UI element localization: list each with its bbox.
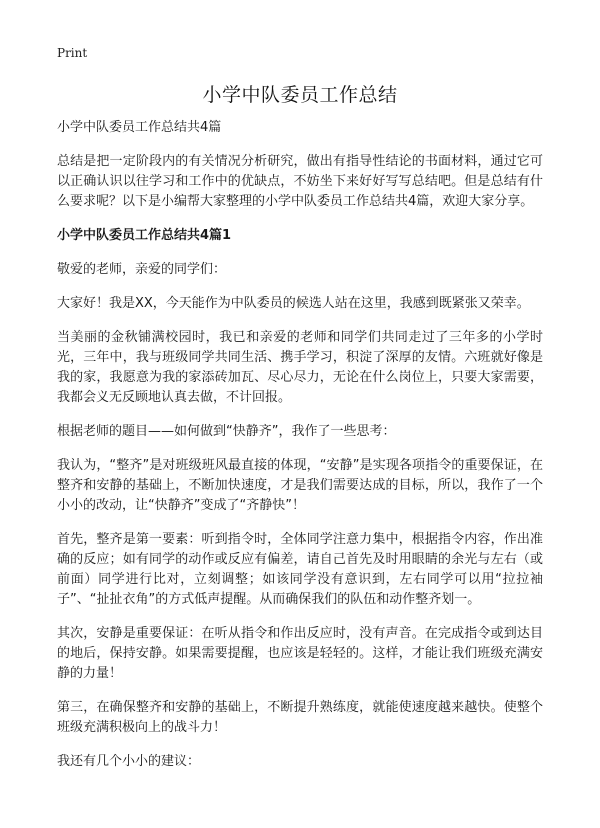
- body-paragraph: 其次，安静是重要保证：在听从指令和作出反应时，没有声音。在完成指令或到达目的地后，保持安静。如果需要提醒，也应该是轻轻的。这样，才能让我们班级充满安静的力量！: [57, 626, 543, 681]
- section-heading: 小学中队委员工作总结共4篇1: [57, 228, 232, 243]
- document-body: [57, 118, 543, 786]
- body-paragraph: 首先，整齐是第一要素：听到指令时，全体同学注意力集中，根据指令内容，作出准确的反应；如有同学的动作或反应有偏差，请自己首先及时用眼睛的余光与左右（或前面）同学进行比对，立刻调整；如该同学没有意识到，左右同学可以用“拉拉袖子”、“扯扯衣角”的方式低声提醒。从而确保我们的队伍和动作整齐划一。: [57, 532, 543, 607]
- body-paragraph: 大家好！我是XX，今天能作为中队委员的候选人站在这里，我感到既紧张又荣幸。: [57, 296, 530, 311]
- body-paragraph: 敬爱的老师，亲爱的同学们：: [57, 262, 227, 277]
- body-paragraph: 第三，在确保整齐和安静的基础上，不断提升熟练度，就能使速度越来越快。使整个班级充满积极向上的战斗力！: [57, 700, 543, 735]
- print-link[interactable]: Print: [57, 46, 88, 60]
- body-paragraph: 我认为，“整齐”是对班级班风最直接的体现，“安静”是实现各项指令的重要保证，在整齐和安静的基础上，不断加快速度，才是我们需要达成的目标，所以，我作了一个小小的改动，让“快静齐”变成了“齐静快”！: [57, 458, 543, 513]
- body-paragraph: 根据老师的题目——如何做到“快静齐”，我作了一些思考：: [57, 424, 396, 439]
- document-subtitle: 小学中队委员工作总结共4篇: [57, 120, 222, 135]
- page-title: 小学中队委员工作总结: [202, 84, 398, 106]
- body-paragraph: 当美丽的金秋铺满校园时，我已和亲爱的老师和同学们共同走过了三年多的小学时光，三年中，我与班级同学共同生活、携手学习，积淀了深厚的友情。六班就好像是我的家，我愿意为我的家添砖加瓦、尽心尽力，无论在什么岗位上，只要大家需要，我都会义无反顾地认真去做，不计回报。: [57, 330, 543, 405]
- body-paragraph: 我还有几个小小的建议：: [57, 754, 201, 769]
- intro-paragraph: 总结是把一定阶段内的有关情况分析研究，做出有指导性结论的书面材料，通过它可以正确认识以往学习和工作中的优缺点，不妨坐下来好好写写总结吧。但是总结有什么要求呢？以下是小编帮大家整理的小学中队委员工作总结共4篇，欢迎大家分享。: [57, 154, 543, 209]
